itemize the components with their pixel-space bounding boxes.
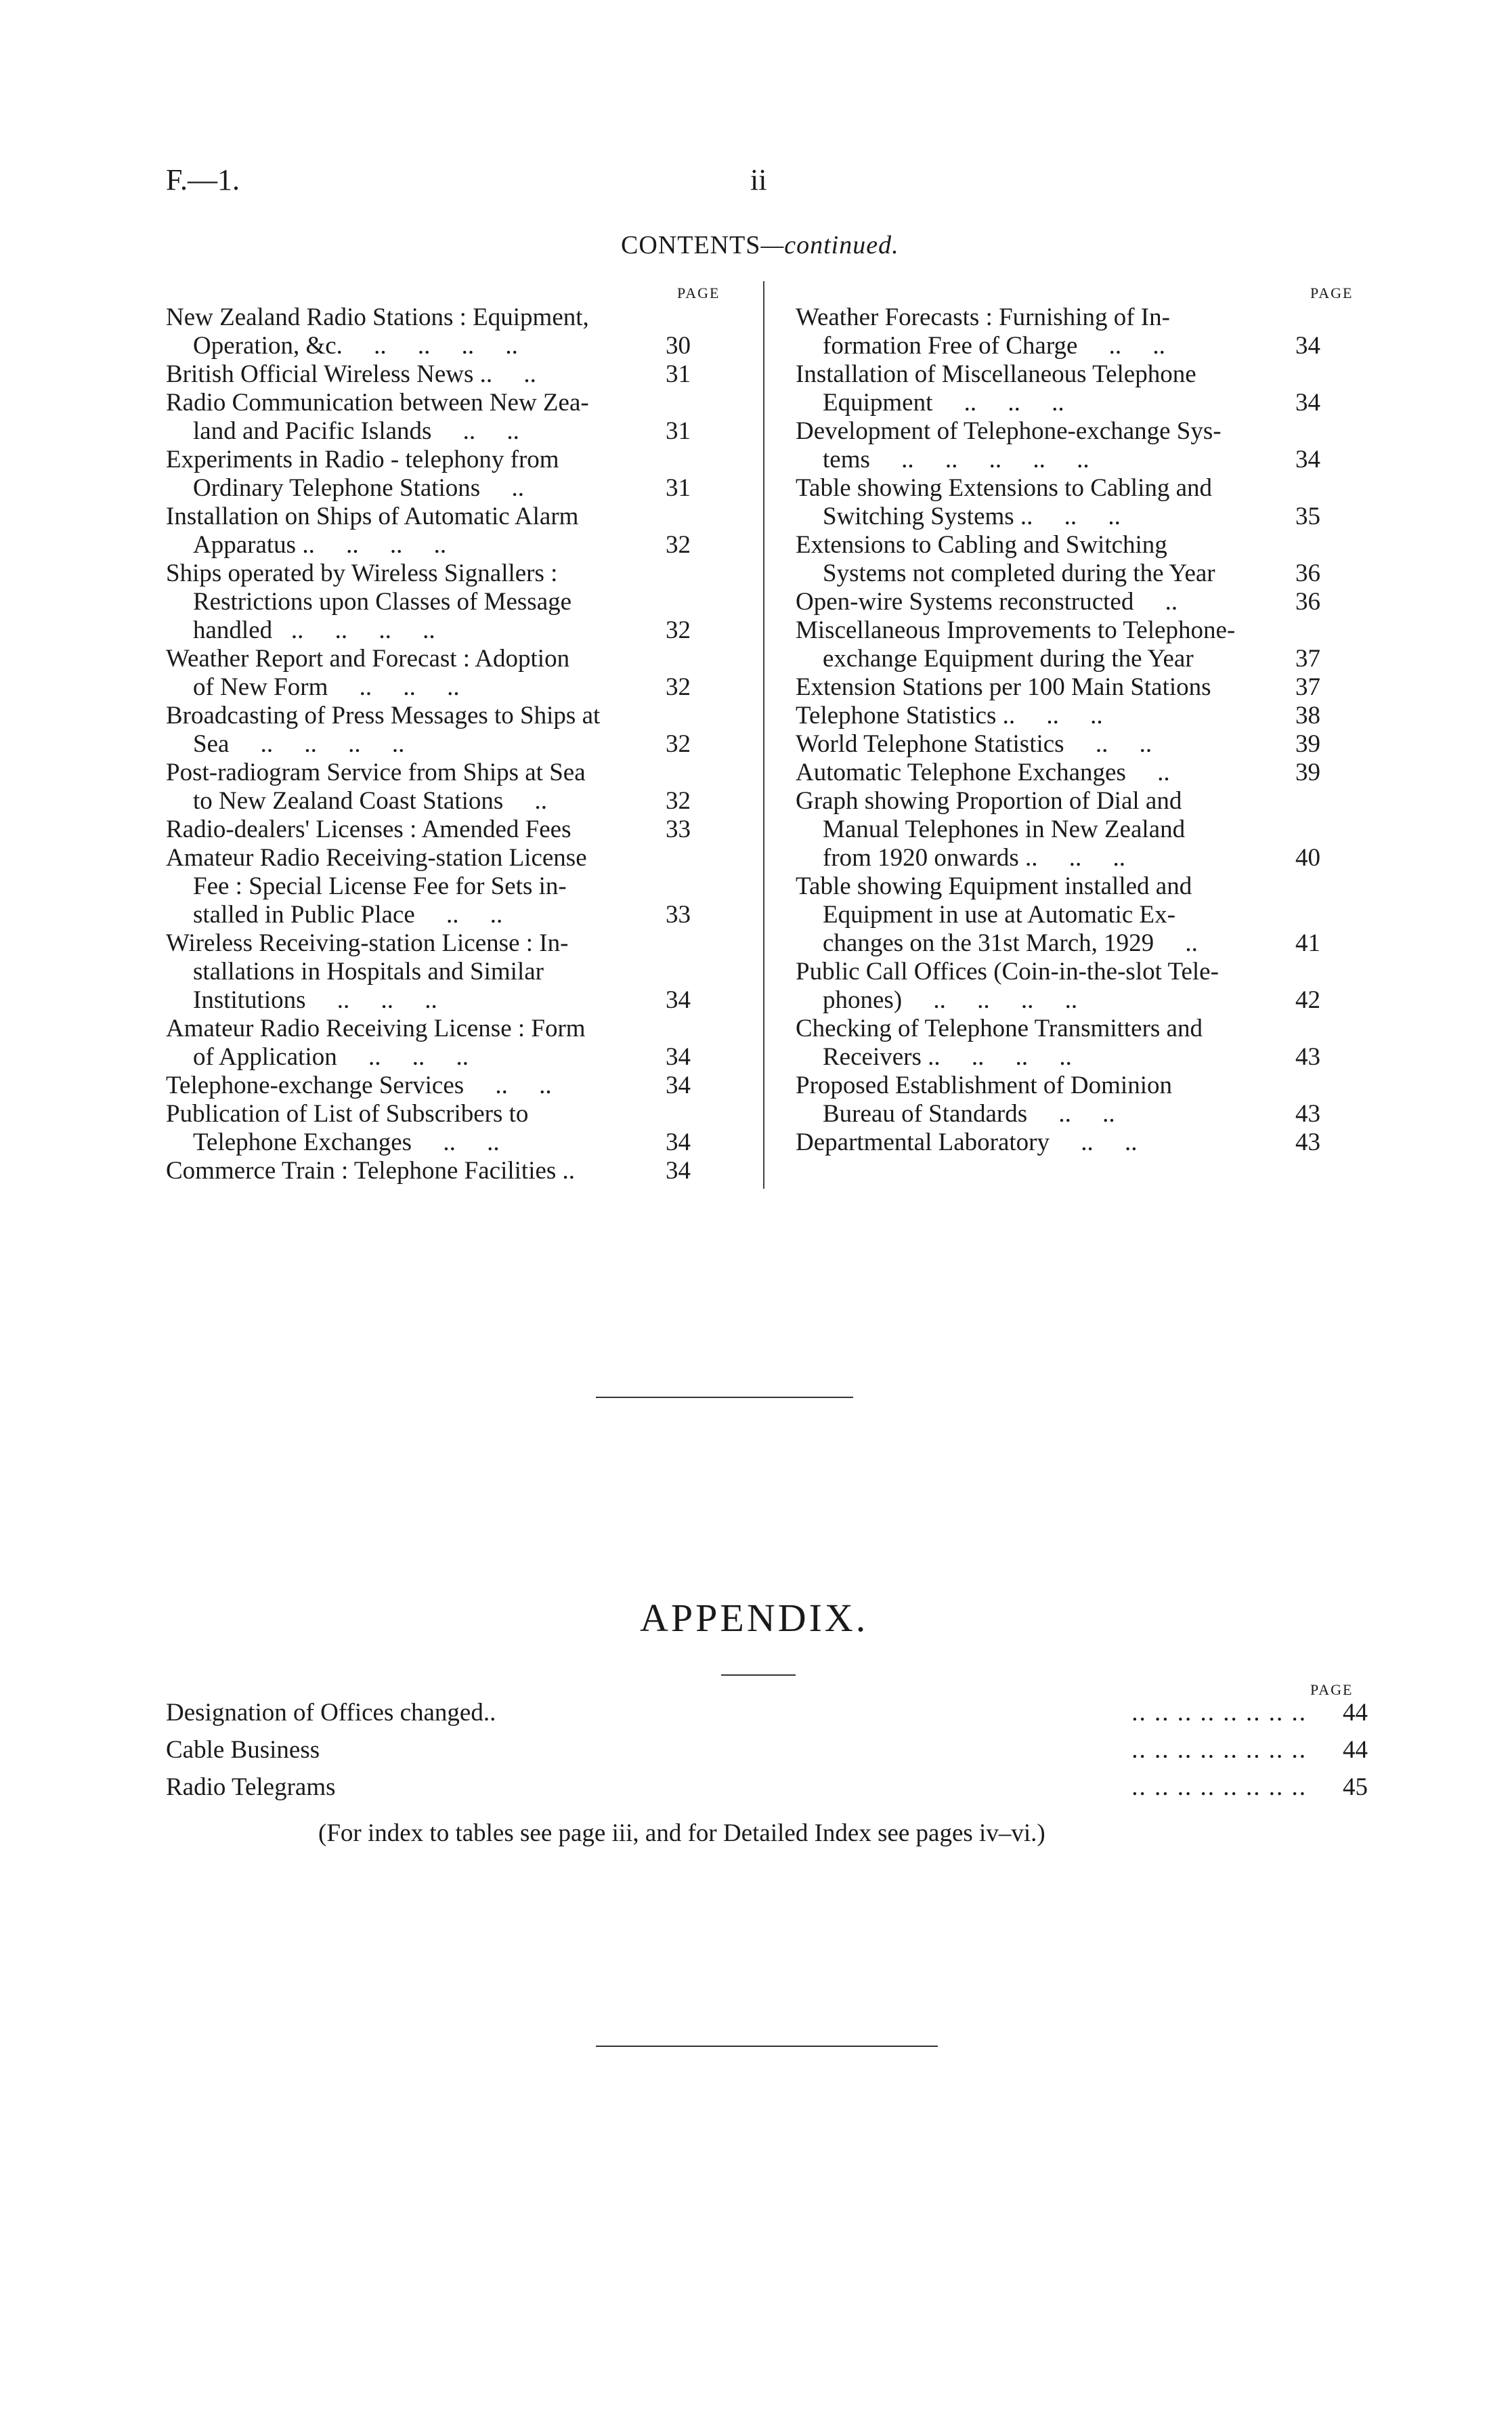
contents-entry-page: 33 bbox=[666, 901, 691, 929]
contents-entry bbox=[796, 702, 1320, 730]
contents-entry-line: changes on the 31st March, 1929 .. bbox=[823, 929, 1198, 957]
contents-entry-page: 32 bbox=[666, 787, 691, 815]
contents-entry-line: Wireless Receiving-station License : In- bbox=[166, 929, 569, 957]
contents-entry-line: Telephone-exchange Services .. .. bbox=[166, 1072, 552, 1099]
contents-entry-line: Development of Telephone-exchange Sys- bbox=[796, 417, 1222, 445]
contents-entry-page: 35 bbox=[1295, 503, 1320, 530]
contents-entry-page: 37 bbox=[1295, 645, 1320, 673]
contents-entry bbox=[796, 759, 1320, 787]
contents-entry-line: formation Free of Charge .. .. bbox=[823, 332, 1165, 360]
contents-entry-line: Equipment .. .. .. bbox=[823, 389, 1064, 417]
contents-entry bbox=[796, 1128, 1320, 1157]
contents-entry-line: land and Pacific Islands .. .. bbox=[193, 417, 519, 445]
contents-title bbox=[621, 230, 899, 260]
contents-entry-page: 34 bbox=[666, 1157, 691, 1185]
contents-entry bbox=[166, 645, 691, 702]
contents-entry-line: Switching Systems .. .. .. bbox=[823, 503, 1121, 530]
contents-entry bbox=[166, 1015, 691, 1072]
contents-title-suffix: —continued. bbox=[760, 231, 899, 259]
contents-entry-line: Radio Communication between New Zea- bbox=[166, 389, 589, 417]
contents-entry-line: Departmental Laboratory .. .. bbox=[796, 1128, 1138, 1156]
contents-entry-line: Proposed Establishment of Dominion bbox=[796, 1072, 1172, 1099]
contents-entry bbox=[166, 559, 691, 645]
contents-entry-line: Installation of Miscellaneous Telephone bbox=[796, 360, 1196, 388]
contents-entry-page: 43 bbox=[1295, 1043, 1320, 1071]
contents-entry-line: from 1920 onwards .. .. .. bbox=[823, 844, 1126, 872]
contents-entry bbox=[796, 958, 1320, 1015]
contents-entry bbox=[166, 844, 691, 929]
contents-entry-line: of Application .. .. .. bbox=[193, 1043, 469, 1071]
contents-entry-line: Open-wire Systems reconstructed .. bbox=[796, 588, 1178, 616]
contents-entry-line: Amateur Radio Receiving License : Form bbox=[166, 1015, 586, 1042]
left-page-label: PAGE bbox=[677, 284, 720, 301]
contents-entry-line: Public Call Offices (Coin-in-the-slot Tele- bbox=[796, 958, 1219, 986]
contents-entry-page: 43 bbox=[1295, 1128, 1320, 1156]
contents-entry-line: Miscellaneous Improvements to Telephone- bbox=[796, 616, 1236, 644]
index-note: (For index to tables see page iii, and for Detailed Index see pages iv–vi.) bbox=[318, 1819, 1045, 1847]
contents-entry-line: Sea .. .. .. .. bbox=[193, 730, 405, 758]
contents-entry-line: Systems not completed during the Year bbox=[823, 559, 1215, 587]
contents-entry-line: Equipment in use at Automatic Ex- bbox=[823, 901, 1175, 929]
right-page-label: PAGE bbox=[1310, 284, 1354, 301]
contents-entry-page: 33 bbox=[666, 816, 691, 843]
contents-entry-page: 39 bbox=[1295, 730, 1320, 758]
contents-entry-line: handled .. .. .. .. bbox=[193, 616, 435, 644]
contents-entry-page: 34 bbox=[666, 1072, 691, 1099]
contents-entry bbox=[166, 929, 691, 1015]
contents-entry-page: 31 bbox=[666, 474, 691, 502]
contents-entry-line: Publication of List of Subscribers to bbox=[166, 1100, 529, 1128]
appendix-page-label: PAGE bbox=[1310, 1681, 1354, 1698]
contents-entry bbox=[166, 503, 691, 559]
contents-entry bbox=[166, 1157, 691, 1185]
contents-entry-line: Automatic Telephone Exchanges .. bbox=[796, 759, 1170, 786]
contents-entry-page: 34 bbox=[1295, 389, 1320, 417]
contents-entry-line: Post-radiogram Service from Ships at Sea bbox=[166, 759, 586, 786]
contents-entry-line: World Telephone Statistics .. .. bbox=[796, 730, 1152, 758]
contents-entry bbox=[796, 1072, 1320, 1128]
appendix-item-page: 44 bbox=[1343, 1736, 1368, 1764]
document-code: F.—1. bbox=[166, 163, 240, 196]
contents-entry-page: 41 bbox=[1295, 929, 1320, 957]
contents-entry-page: 42 bbox=[1295, 986, 1320, 1014]
contents-entry bbox=[796, 417, 1320, 474]
appendix-leader-dots: .. .. .. .. .. .. .. .. bbox=[1131, 1773, 1307, 1801]
contents-entry-line: Fee : Special License Fee for Sets in- bbox=[193, 872, 567, 900]
appendix-item-label: Cable Business bbox=[166, 1736, 320, 1764]
contents-entry-page: 34 bbox=[1295, 446, 1320, 473]
column-divider bbox=[763, 281, 764, 1189]
contents-entry-line: New Zealand Radio Stations : Equipment, bbox=[166, 303, 589, 331]
contents-entry bbox=[166, 389, 691, 446]
contents-entry-line: Restrictions upon Classes of Message bbox=[193, 588, 572, 616]
contents-entry-page: 34 bbox=[666, 986, 691, 1014]
contents-title-text: CONTENTS bbox=[621, 231, 761, 259]
contents-left-column bbox=[166, 303, 691, 1185]
contents-entry-line: British Official Wireless News .. .. bbox=[166, 360, 536, 388]
contents-entry-page: 31 bbox=[666, 360, 691, 388]
contents-entry-line: Institutions .. .. .. bbox=[193, 986, 437, 1014]
contents-entry bbox=[796, 730, 1320, 759]
contents-entry-page: 34 bbox=[1295, 332, 1320, 360]
contents-entry bbox=[796, 787, 1320, 872]
contents-entry-page: 34 bbox=[666, 1128, 691, 1156]
contents-entry-line: Operation, &c. .. .. .. .. bbox=[193, 332, 518, 360]
appendix-leader-dots: .. .. .. .. .. .. .. .. bbox=[1131, 1736, 1307, 1764]
appendix-item-page: 45 bbox=[1343, 1773, 1368, 1801]
contents-entry-line: of New Form .. .. .. bbox=[193, 673, 460, 701]
contents-entry bbox=[796, 872, 1320, 958]
closing-rule bbox=[596, 2046, 938, 2047]
contents-entry-line: Extensions to Cabling and Switching bbox=[796, 531, 1167, 559]
contents-entry-line: Amateur Radio Receiving-station License bbox=[166, 844, 587, 872]
section-divider bbox=[596, 1397, 853, 1398]
contents-entry bbox=[166, 360, 691, 389]
contents-entry-page: 32 bbox=[666, 531, 691, 559]
contents-entry-line: phones) .. .. .. .. bbox=[823, 986, 1078, 1014]
contents-entry bbox=[166, 1072, 691, 1100]
contents-entry-line: Extension Stations per 100 Main Stations bbox=[796, 673, 1211, 701]
contents-entry-line: Radio-dealers' Licenses : Amended Fees bbox=[166, 816, 571, 843]
contents-entry-line: Ships operated by Wireless Signallers : bbox=[166, 559, 558, 587]
contents-entry-line: Receivers .. .. .. .. bbox=[823, 1043, 1072, 1071]
contents-entry bbox=[796, 474, 1320, 531]
contents-entry-line: stalled in Public Place .. .. bbox=[193, 901, 503, 929]
contents-entry bbox=[166, 816, 691, 844]
appendix-leader-dots: .. .. .. .. .. .. .. .. bbox=[1131, 1699, 1307, 1727]
contents-entry-line: Installation on Ships of Automatic Alarm bbox=[166, 503, 579, 530]
appendix-item-page: 44 bbox=[1343, 1699, 1368, 1727]
contents-entry-line: Bureau of Standards .. .. bbox=[823, 1100, 1115, 1128]
appendix-item-label: Designation of Offices changed.. bbox=[166, 1699, 496, 1727]
contents-entry bbox=[796, 673, 1320, 702]
contents-entry-line: Broadcasting of Press Messages to Ships at bbox=[166, 702, 601, 729]
contents-entry bbox=[796, 360, 1320, 417]
contents-entry-line: Table showing Extensions to Cabling and bbox=[796, 474, 1213, 502]
contents-entry bbox=[796, 303, 1320, 360]
contents-entry bbox=[166, 1100, 691, 1157]
contents-entry-line: to New Zealand Coast Stations .. bbox=[193, 787, 548, 815]
contents-entry-line: Telephone Exchanges .. .. bbox=[193, 1128, 500, 1156]
contents-entry bbox=[166, 759, 691, 816]
contents-entry-line: Ordinary Telephone Stations .. bbox=[193, 474, 524, 502]
contents-entry bbox=[796, 588, 1320, 616]
contents-entry-line: Experiments in Radio - telephony from bbox=[166, 446, 559, 473]
contents-entry-page: 43 bbox=[1295, 1100, 1320, 1128]
appendix-item-label: Radio Telegrams bbox=[166, 1773, 336, 1801]
contents-entry-line: Graph showing Proportion of Dial and bbox=[796, 787, 1182, 815]
contents-entry bbox=[796, 531, 1320, 588]
contents-entry-page: 36 bbox=[1295, 588, 1320, 616]
contents-entry-page: 36 bbox=[1295, 559, 1320, 587]
contents-entry-line: Table showing Equipment installed and bbox=[796, 872, 1192, 900]
contents-entry-page: 30 bbox=[666, 332, 691, 360]
contents-entry bbox=[796, 616, 1320, 673]
page-number: ii bbox=[750, 163, 767, 196]
contents-entry-page: 37 bbox=[1295, 673, 1320, 701]
contents-entry-line: Commerce Train : Telephone Facilities .. bbox=[166, 1157, 576, 1185]
contents-entry-line: exchange Equipment during the Year bbox=[823, 645, 1194, 673]
contents-entry bbox=[166, 446, 691, 503]
contents-entry-line: tems .. .. .. .. .. bbox=[823, 446, 1089, 473]
contents-entry-page: 40 bbox=[1295, 844, 1320, 872]
contents-entry-page: 32 bbox=[666, 616, 691, 644]
appendix-title: APPENDIX. bbox=[640, 1596, 869, 1640]
contents-entry-page: 34 bbox=[666, 1043, 691, 1071]
contents-entry-page: 32 bbox=[666, 673, 691, 701]
contents-entry bbox=[166, 702, 691, 759]
contents-entry-page: 39 bbox=[1295, 759, 1320, 786]
contents-entry-page: 31 bbox=[666, 417, 691, 445]
contents-right-column bbox=[796, 303, 1320, 1157]
contents-entry-line: Weather Report and Forecast : Adoption bbox=[166, 645, 570, 673]
contents-entry-line: Weather Forecasts : Furnishing of In- bbox=[796, 303, 1170, 331]
contents-entry bbox=[166, 303, 691, 360]
appendix-title-rule bbox=[721, 1674, 796, 1676]
contents-entry-line: Telephone Statistics .. .. .. bbox=[796, 702, 1103, 729]
contents-entry-page: 38 bbox=[1295, 702, 1320, 729]
contents-entry-line: Manual Telephones in New Zealand bbox=[823, 816, 1186, 843]
contents-entry-line: stallations in Hospitals and Similar bbox=[193, 958, 544, 986]
contents-entry bbox=[796, 1015, 1320, 1072]
contents-entry-line: Apparatus .. .. .. .. bbox=[193, 531, 447, 559]
contents-entry-page: 32 bbox=[666, 730, 691, 758]
contents-entry-line: Checking of Telephone Transmitters and bbox=[796, 1015, 1203, 1042]
